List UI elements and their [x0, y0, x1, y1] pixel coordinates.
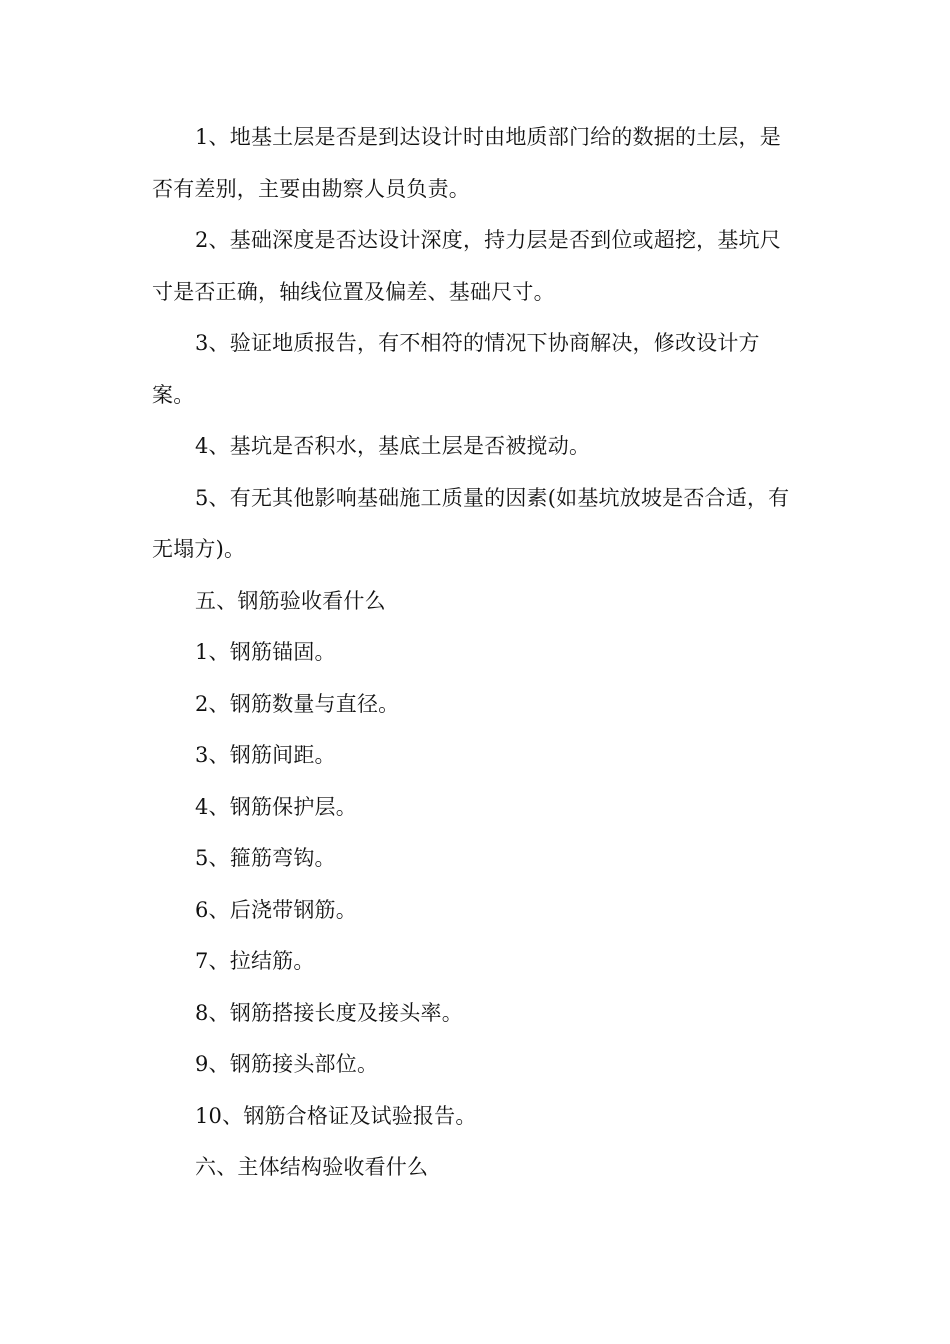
list-item-rebar-spacing: 3、钢筋间距。 [195, 743, 336, 767]
list-item-rebar-anchorage: 1、钢筋锚固。 [195, 640, 336, 664]
paragraph-verify-geology-report: 3、验证地质报告，有不相符的情况下协商解决，修改设计方案。 [152, 331, 760, 407]
document-body [152, 112, 792, 1194]
paragraph-pit-water: 4、基坑是否积水，基底土层是否被搅动。 [195, 434, 591, 458]
paragraph-other-factors: 5、有无其他影响基础施工质量的因素(如基坑放坡是否合适，有无塌方)。 [152, 485, 790, 561]
list-item-certificate-test-report: 10、钢筋合格证及试验报告。 [195, 1103, 477, 1128]
list-item-lap-length-joint-rate: 8、钢筋搭接长度及接头率。 [195, 1000, 463, 1025]
list-item-stirrup-hook: 5、箍筋弯钩。 [195, 846, 336, 870]
list-item-joint-location: 9、钢筋接头部位。 [195, 1052, 379, 1076]
list-item-post-pour-strip-rebar: 6、后浇带钢筋。 [195, 897, 357, 922]
list-item-rebar-quantity-diameter: 2、钢筋数量与直径。 [195, 691, 400, 716]
section-heading-rebar-inspection: 五、钢筋验收看什么 [195, 588, 386, 613]
list-item-rebar-cover: 4、钢筋保护层。 [195, 794, 357, 819]
paragraph-subgrade-soil-layer: 1、地基土层是否是到达设计时由地质部门给的数据的土层，是否有差别，主要由勘察人员负责。 [152, 125, 781, 201]
paragraph-foundation-depth: 2、基础深度是否达设计深度，持力层是否到位或超挖，基坑尺寸是否正确，轴线位置及偏差、基础尺寸。 [152, 228, 781, 304]
list-item-tie-bar: 7、拉结筋。 [195, 949, 315, 973]
section-heading-main-structure-inspection: 六、主体结构验收看什么 [195, 1155, 429, 1179]
